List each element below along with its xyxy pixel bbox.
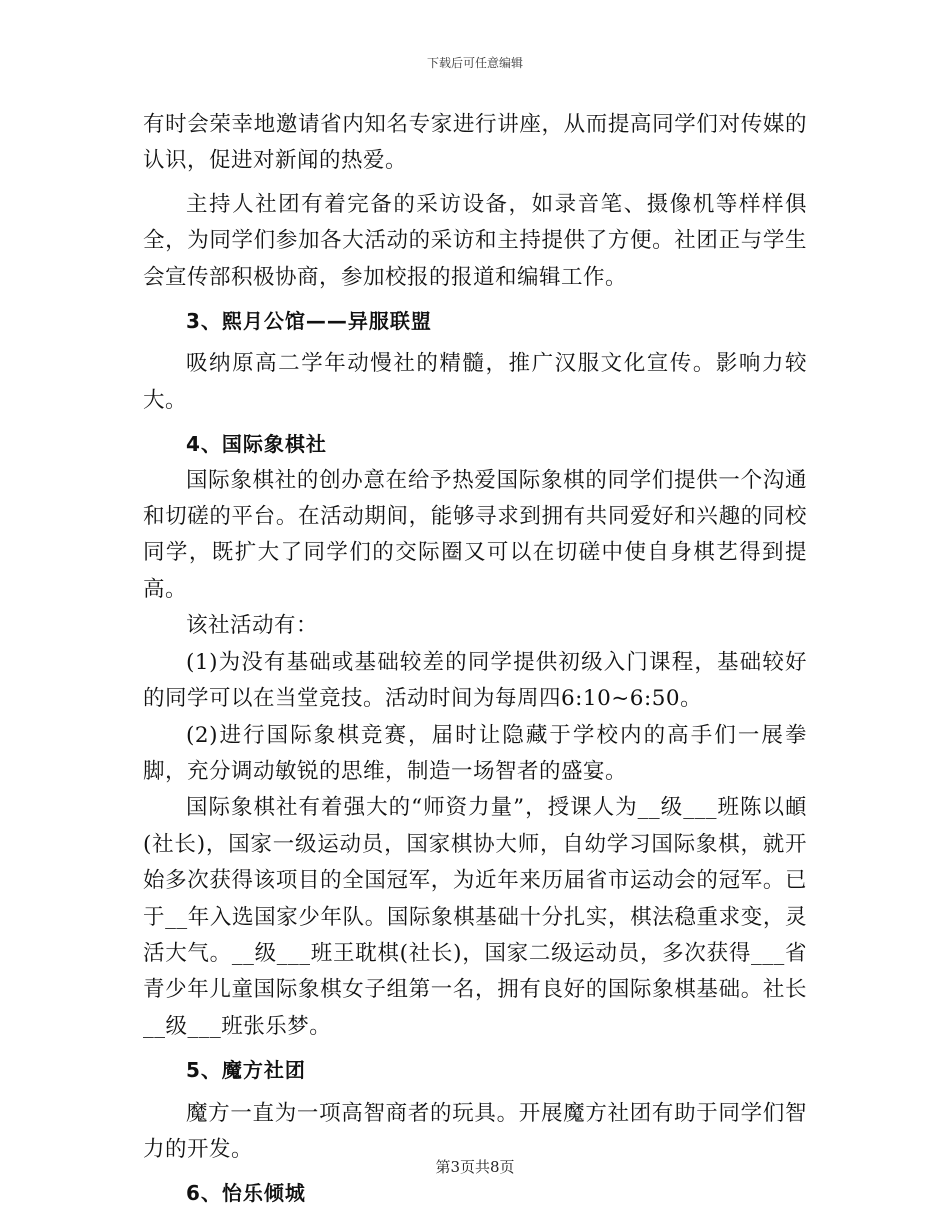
paragraph: 国际象棋社的创办意在给予热爱国际象棋的同学们提供一个沟通和切磋的平台。在活动期间，能够寻求到拥有共同爱好和兴趣的同校同学，既扩大了同学们的交际圈又可以在切磋中使自身棋艺得到提高。 (143, 467, 807, 602)
paragraph: 该社活动有： (186, 613, 319, 639)
paragraph: 有时会荣幸地邀请省内知名专家进行讲座，从而提高同学们对传媒的认识，促进对新闻的热爱。 (143, 112, 807, 174)
paragraph: (2)进行国际象棋竞赛，届时让隐藏于学校内的高手们一展拳脚，充分调动敏锐的思维，制造一场智者的盛宴。 (143, 722, 807, 784)
paragraph: 主持人社团有着完备的采访设备，如录音笔、摄像机等样样俱全，为同学们参加各大活动的采访和主持提供了方便。社团正与学生会宣传部积极协商，参加校报的报道和编辑工作。 (143, 191, 807, 290)
paragraph: 吸纳原高二学年动慢社的精髓，推广汉服文化宣传。影响力较大。 (143, 351, 807, 413)
document-body (143, 107, 807, 1212)
section-heading: 6、怡乐倾城 (186, 1181, 306, 1206)
paragraph: 国际象棋社有着强大的“师资力量”，授课人为__级___班陈以頔(社长)，国家一级运动员，国家棋协大师，自幼学习国际象棋，就开始多次获得该项目的全国冠军，为近年来历届省市运动会的冠军。已于__年入选国家少年队。国际象棋基础十分扎实，棋法稳重求变，灵活大气。__级___班王耽棋(社长)，国家二级运动员，多次获得___省青少年儿童国际象棋女子组第一名，拥有良好的国际象棋基础。社长__级___班张乐梦。 (143, 795, 807, 1039)
section-heading: 3、熙月公馆——异服联盟 (186, 309, 432, 334)
section-heading: 5、魔方社团 (186, 1058, 306, 1083)
page-number: 第3页共8页 (435, 1158, 515, 1176)
section-heading: 4、国际象棋社 (186, 432, 327, 457)
paragraph: 魔方一直为一项高智商者的玩具。开展魔方社团有助于同学们智力的开发。 (143, 1100, 807, 1162)
paragraph: (1)为没有基础或基础较差的同学提供初级入门课程，基础较好的同学可以在当堂竞技。活动时间为每周四6:10~6:50。 (143, 649, 807, 712)
header-note: 下载后可任意编辑 (426, 56, 523, 70)
